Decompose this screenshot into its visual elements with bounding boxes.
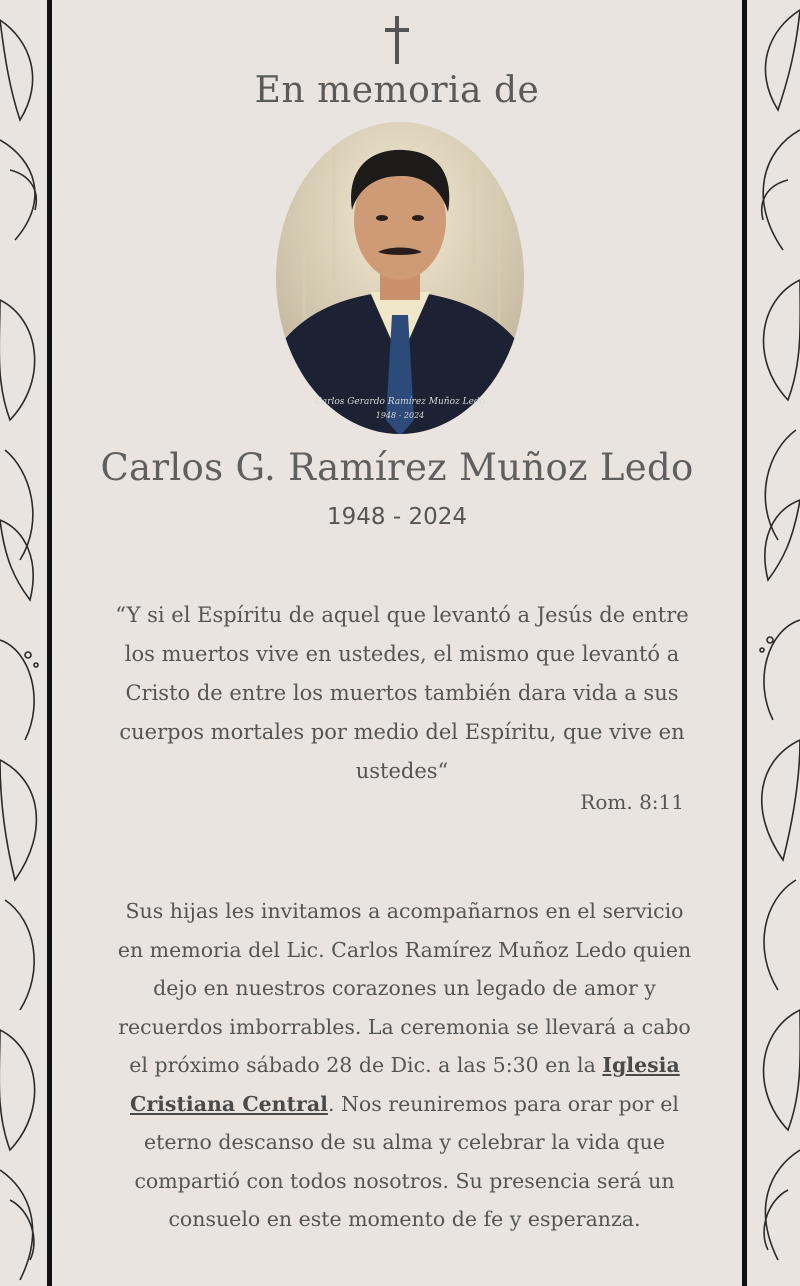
memorial-heading: En memoria de xyxy=(254,70,540,111)
floral-border-left xyxy=(0,0,52,1286)
portrait-signature: Carlos Gerardo Ramírez Muñoz Ledo xyxy=(314,397,486,407)
floral-border-right xyxy=(748,0,800,1286)
floral-pattern-icon xyxy=(0,0,52,1286)
cross-icon xyxy=(52,12,742,72)
memorial-card xyxy=(47,0,747,1286)
floral-pattern-icon xyxy=(748,0,800,1286)
bible-verse: “Y si el Espíritu de aquel que levantó a Jesús de entre los muertos vive en ustedes, el mismo que levantó a Cristo de entre los muertos también dara vida a sus cuerpos mortales por medio del Espíritu, que vive en ustedes“ xyxy=(115,603,689,783)
invitation-part2: . Nos reuniremos para orar por el eterno descanso de su alma y celebrar la vida que compartió con todos nosotros. Su presencia será un consuelo en este momento de fe y esperanza. xyxy=(134,1091,679,1231)
portrait-photo xyxy=(274,120,526,436)
church-link[interactable]: Iglesia Cristiana Central xyxy=(130,1053,680,1116)
life-years: 1948 - 2024 xyxy=(327,504,467,530)
portrait-signature-years: 1948 - 2024 xyxy=(375,411,425,420)
deceased-name: Carlos G. Ramírez Muñoz Ledo xyxy=(100,446,694,489)
invitation-text xyxy=(112,892,697,1239)
verse-reference: Rom. 8:11 xyxy=(580,790,684,814)
invitation-part1: Sus hijas les invitamos a acompañarnos en el servicio en memoria del Lic. Carlos Ramírez Muñoz Ledo quien dejo en nuestros corazones un legado de amor y recuerdos imborrables. La ceremonia se llevará a cabo el próximo sábado 28 de Dic. a las 5:30 en la xyxy=(117,899,692,1077)
